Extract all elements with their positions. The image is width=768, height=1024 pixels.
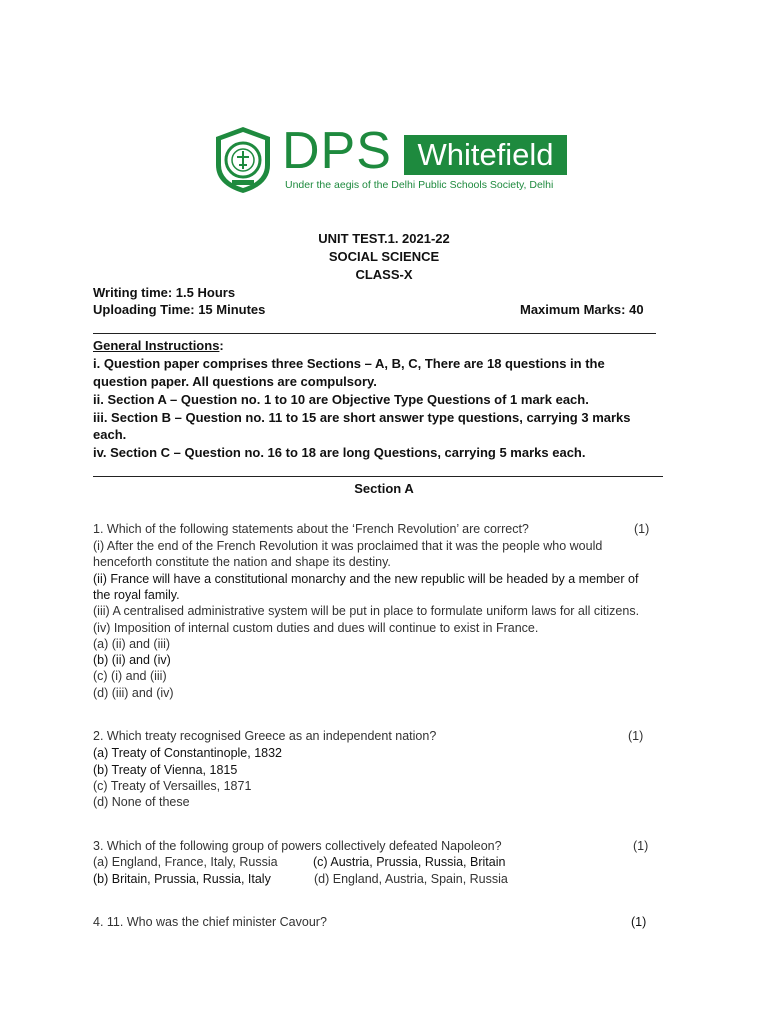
question-2-text: 2. Which treaty recognised Greece as an independent nation? bbox=[93, 729, 437, 743]
question-2-option: (c) Treaty of Versailles, 1871 bbox=[93, 779, 252, 793]
instruction-line: i. Question paper comprises three Sections – A, B, C, There are 18 questions in the bbox=[93, 356, 605, 371]
section-title: Section A bbox=[354, 481, 414, 496]
question-3-option-a: (a) England, France, Italy, Russia bbox=[93, 855, 278, 869]
uploading-time: Uploading Time: 15 Minutes bbox=[93, 302, 266, 317]
instruction-line: iii. Section B – Question no. 11 to 15 are short answer type questions, carrying 3 marks bbox=[93, 410, 631, 425]
question-1-line: (i) After the end of the French Revolution it was proclaimed that it was the people who would bbox=[93, 539, 603, 553]
question-1-option: (b) (ii) and (iv) bbox=[93, 653, 171, 667]
question-1-option: (a) (ii) and (iii) bbox=[93, 637, 171, 651]
question-1-line: henceforth constitute the nation and shape its destiny. bbox=[93, 555, 391, 569]
question-3-option-d: (d) England, Austria, Spain, Russia bbox=[314, 872, 508, 886]
logo-whitefield-box: Whitefield bbox=[404, 135, 567, 175]
question-1-option: (d) (iii) and (iv) bbox=[93, 686, 174, 700]
question-3-option-b: (b) Britain, Prussia, Russia, Italy bbox=[93, 872, 271, 886]
question-1-line: (iii) A centralised administrative system will be put in place to formulate uniform laws for all citizens. bbox=[93, 604, 640, 618]
question-4-text: 4. 11. Who was the chief minister Cavour? bbox=[93, 915, 327, 929]
question-3-text: 3. Which of the following group of powers collectively defeated Napoleon? bbox=[93, 839, 502, 853]
question-2-option: (a) Treaty of Constantinople, 1832 bbox=[93, 746, 283, 760]
maximum-marks: Maximum Marks: 40 bbox=[520, 302, 644, 317]
question-2-marks: (1) bbox=[628, 729, 644, 743]
logo-dps-text: DPS bbox=[282, 122, 392, 180]
writing-time: Writing time: 1.5 Hours bbox=[93, 285, 236, 300]
class-title: CLASS-X bbox=[355, 267, 413, 282]
question-1-marks: (1) bbox=[634, 522, 650, 536]
instruction-line: each. bbox=[93, 427, 127, 442]
question-1-line: (iv) Imposition of internal custom duties and dues will continue to exist in France. bbox=[93, 621, 539, 635]
instruction-line: ii. Section A – Question no. 1 to 10 are Objective Type Questions of 1 mark each. bbox=[93, 392, 589, 407]
question-3-marks: (1) bbox=[633, 839, 649, 853]
question-1-option: (c) (i) and (iii) bbox=[93, 669, 167, 683]
question-2-option: (b) Treaty of Vienna, 1815 bbox=[93, 763, 238, 777]
logo-tagline: Under the aegis of the Delhi Public Schools Society, Delhi bbox=[285, 179, 554, 191]
question-1-text: 1. Which of the following statements about the ‘French Revolution’ are correct? bbox=[93, 522, 529, 536]
question-1-line: (ii) France will have a constitutional monarchy and the new republic will be headed by a member of bbox=[93, 572, 639, 586]
divider-line bbox=[93, 476, 663, 477]
instruction-line: iv. Section C – Question no. 16 to 18 are long Questions, carrying 5 marks each. bbox=[93, 445, 586, 460]
test-title: UNIT TEST.1. 2021-22 bbox=[318, 231, 450, 246]
divider-line bbox=[93, 333, 656, 334]
question-3-option-c: (c) Austria, Prussia, Russia, Britain bbox=[313, 855, 506, 869]
school-logo bbox=[212, 122, 572, 195]
instructions-colon: : bbox=[219, 338, 224, 353]
question-1-line: the royal family. bbox=[93, 588, 180, 602]
question-2-option: (d) None of these bbox=[93, 795, 190, 809]
instructions-heading-row bbox=[93, 338, 224, 353]
question-4-marks: (1) bbox=[631, 915, 647, 929]
subject-title: SOCIAL SCIENCE bbox=[328, 249, 440, 264]
instructions-heading: General Instructions bbox=[93, 338, 220, 353]
instruction-line: question paper. All questions are compulsory. bbox=[93, 374, 377, 389]
school-crest-icon bbox=[212, 125, 274, 195]
